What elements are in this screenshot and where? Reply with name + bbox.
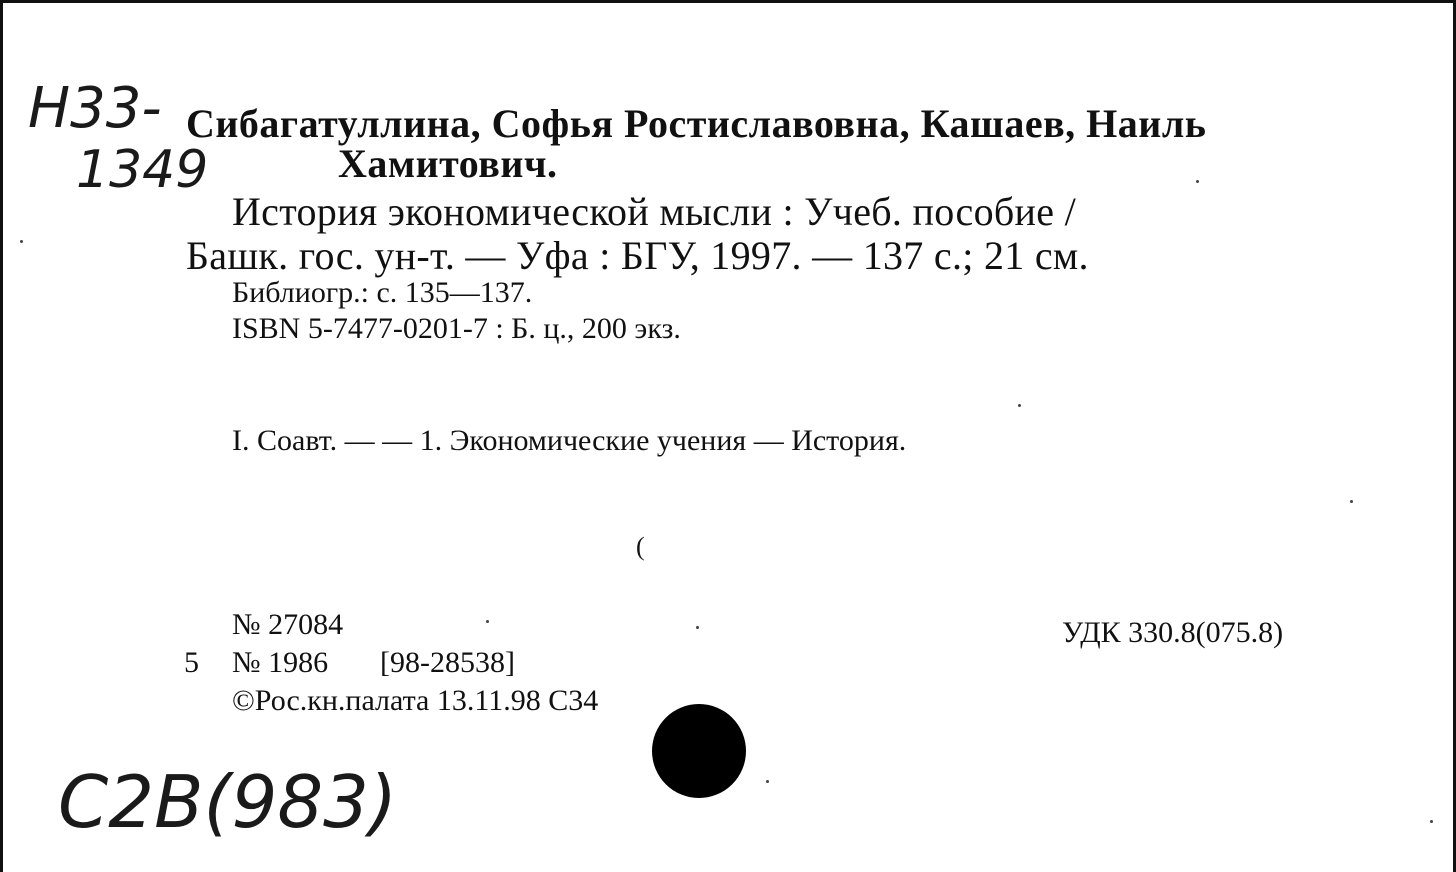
punch-hole	[652, 704, 746, 798]
speck	[486, 620, 489, 623]
card-border-left	[0, 0, 3, 872]
speck	[696, 626, 699, 629]
isbn-line: ISBN 5-7477-0201-7 : Б. ц., 200 экз.	[232, 312, 681, 345]
record-number-2: № 1986	[232, 646, 329, 679]
handwritten-shelf-mark-line1: Н33-	[28, 76, 162, 141]
title-line1: История экономической мысли : Учеб. пособие /	[232, 189, 1077, 234]
speck	[1018, 404, 1021, 407]
speck	[20, 240, 23, 243]
speck	[766, 780, 769, 783]
handwritten-shelf-mark-line2: 1349	[76, 140, 209, 200]
record-prefix: 5	[184, 646, 199, 679]
handwritten-bottom-note: С2В(983)	[58, 760, 398, 844]
book-chamber-line: ©Рос.кн.палата 13.11.98 С34	[232, 684, 599, 717]
mark-tick: (	[636, 532, 645, 561]
speck	[1430, 820, 1433, 823]
speck	[1196, 180, 1199, 183]
bibliography-note: Библиогр.: с. 135—137.	[232, 276, 533, 309]
title-line2: Башк. гос. ун-т. — Уфа : БГУ, 1997. — 137 с.; 21 см.	[186, 233, 1089, 278]
record-number-1: № 27084	[232, 608, 344, 641]
author-line1: Сибагатуллина, Софья Ростиславовна, Кашаев, Наиль	[186, 101, 1207, 146]
tracing-line: I. Соавт. — — 1. Экономические учения — История.	[232, 424, 907, 457]
author-line2: Хамитович.	[338, 141, 558, 186]
udk-code: УДК 330.8(075.8)	[1062, 616, 1284, 649]
speck	[1350, 500, 1353, 503]
bracket-code: [98-28538]	[380, 646, 515, 679]
card-border-top	[0, 0, 1456, 3]
